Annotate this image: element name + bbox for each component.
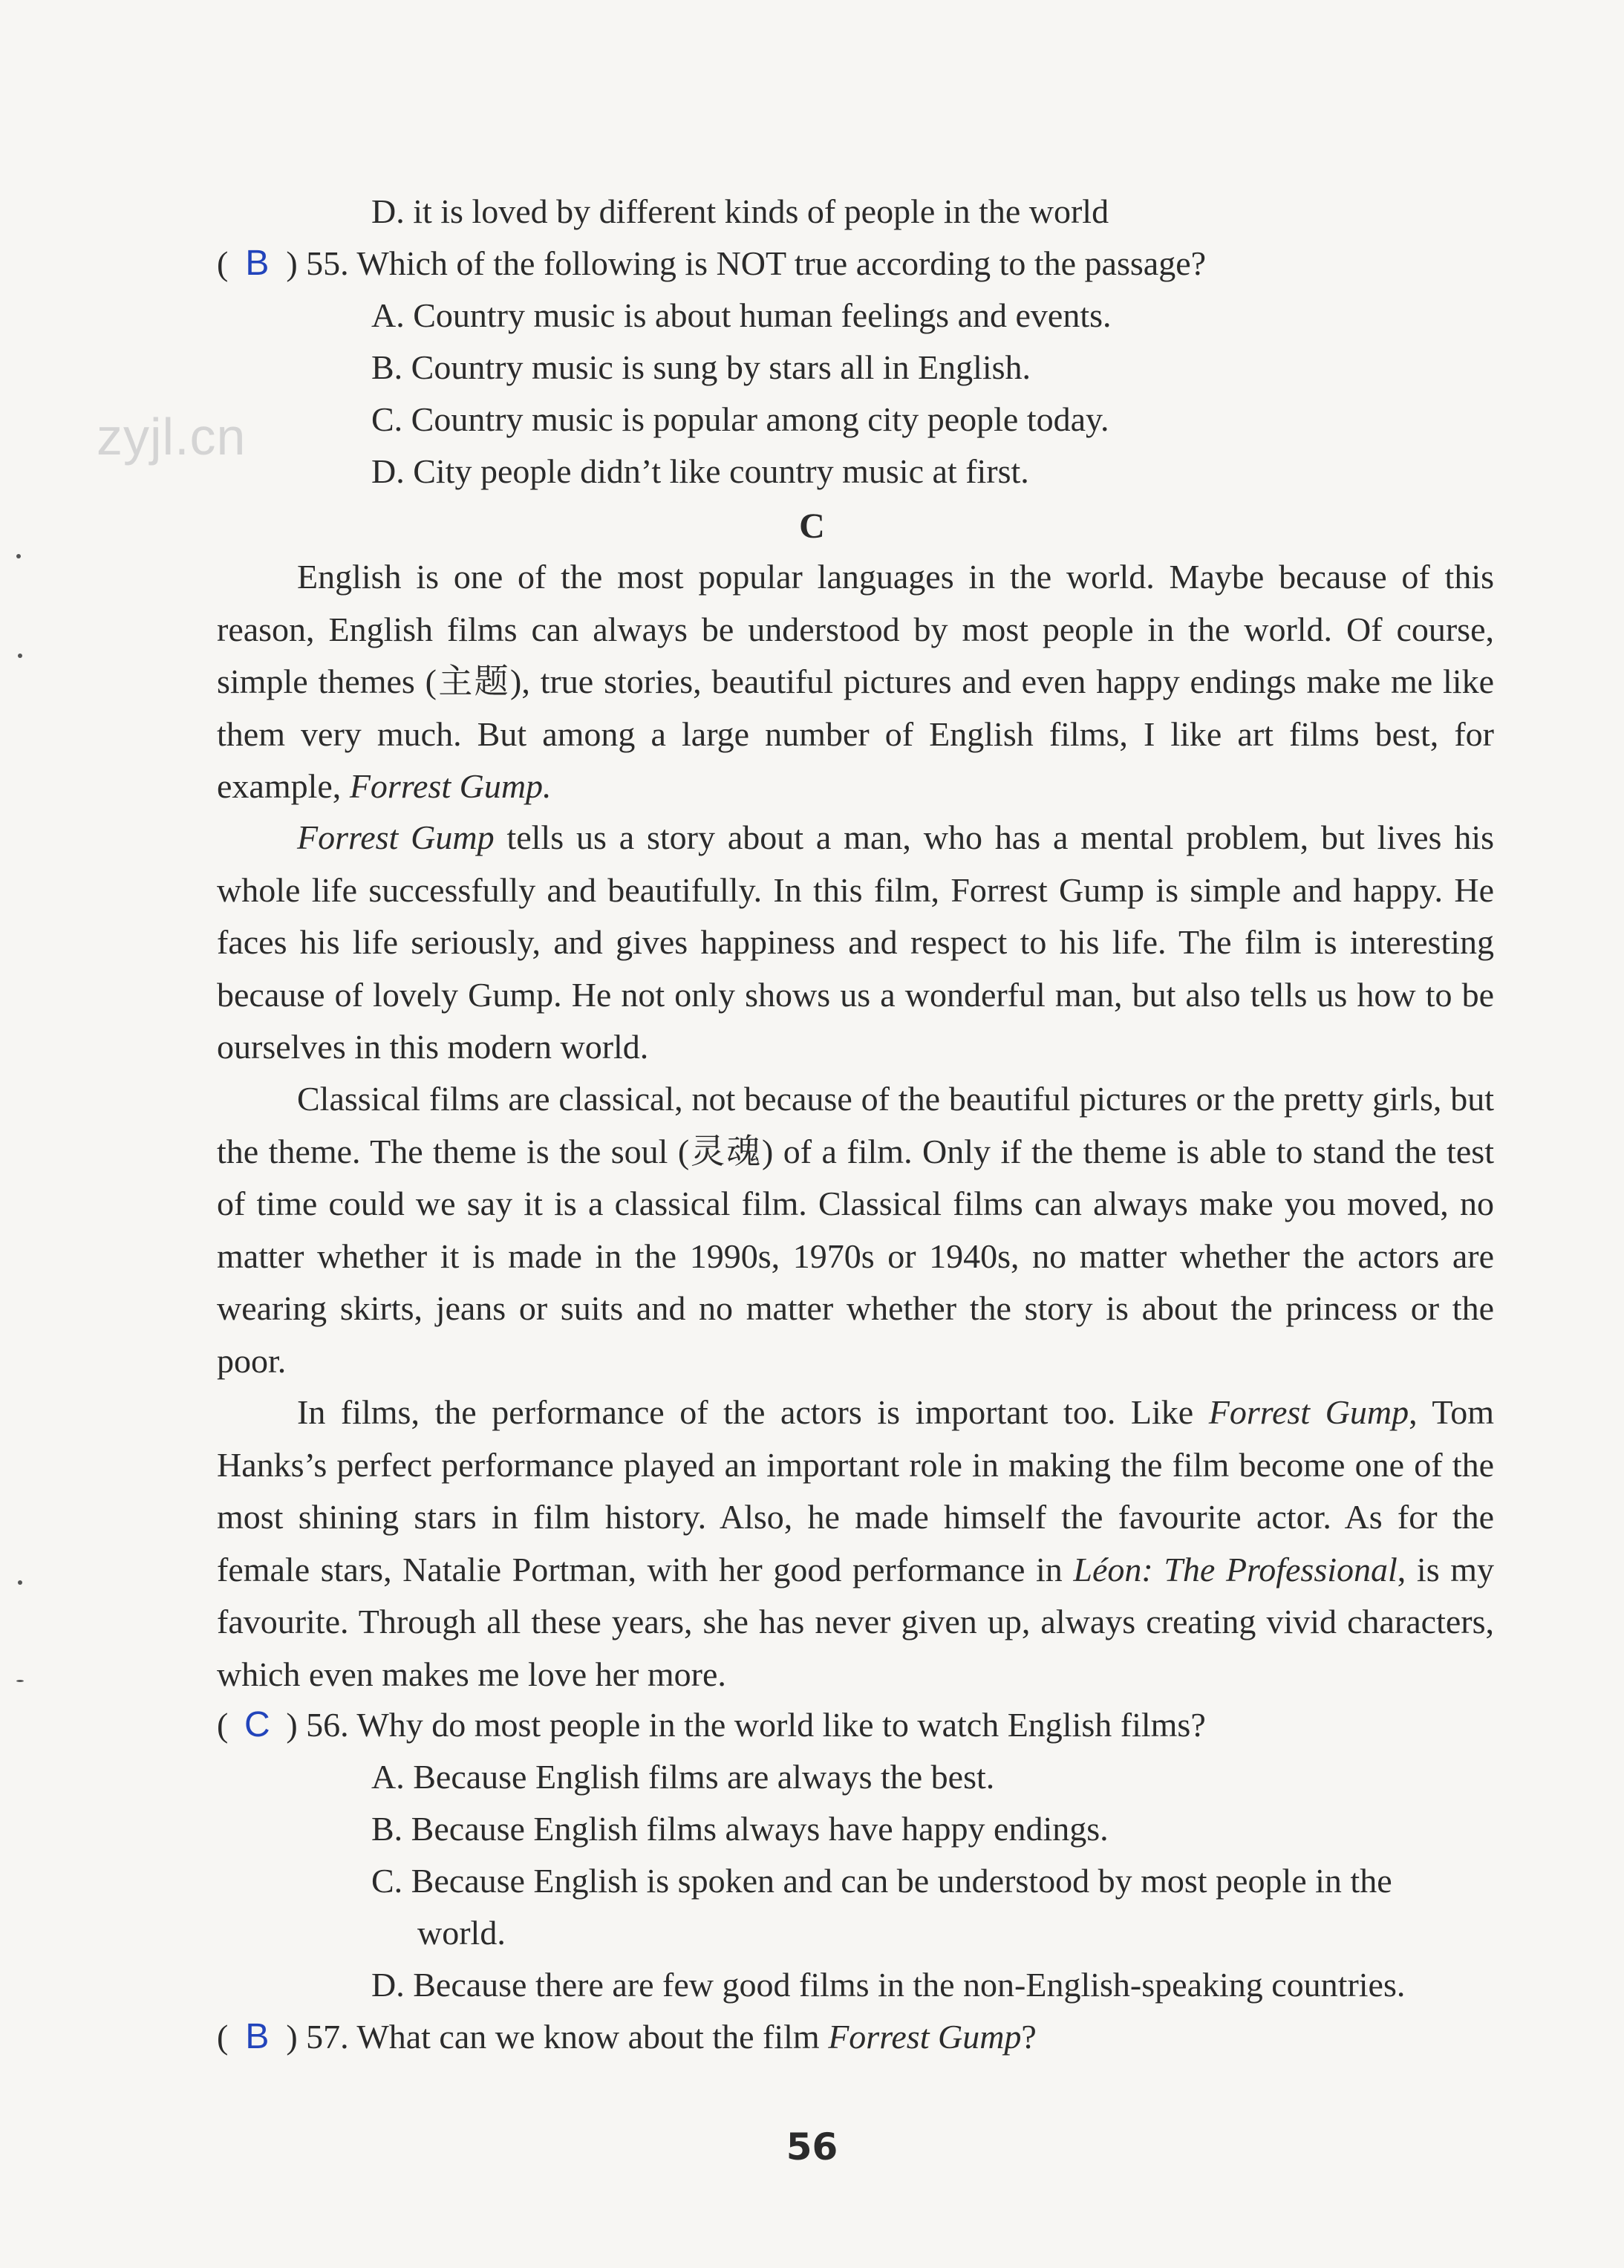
question-56: ( C ) 56. Why do most people in the world like to watch English films? xyxy=(217,1699,1206,1751)
q55-option-d: D. City people didn’t like country music at first. xyxy=(371,452,1029,490)
p1-text: English is one of the most popular languages in the world. Maybe because of this reason, English films can always be understood by most people in the world. Of course, simple themes (主题), true stories, beautiful pictures and even happy endings make me like them very much. But among a large number of English films, I like art films best, for example, xyxy=(217,558,1494,805)
q56-option-d: D. Because there are few good films in the non-English-speaking countries. xyxy=(371,1966,1406,2004)
film-title: Forrest Gump xyxy=(1208,1393,1409,1431)
film-title: Forrest Gump xyxy=(297,818,495,856)
film-title: Léon: The Professional xyxy=(1073,1550,1398,1588)
p2-text: tells us a story about a man, who has a mental problem, but lives his whole life successfully and beautifully. In this film, Forrest Gump is simple and happy. He faces his life seriously, and gives happiness and respect to his life. The film is interesting because of lovely Gump. He not only shows us a wonderful man, but also tells us how to be ourselves in this modern world. xyxy=(217,818,1494,1066)
question-55: ( B ) 55. Which of the following is NOT true according to the passage? xyxy=(217,238,1206,290)
question-56-stem: ) 56. Why do most people in the world like to watch English films? xyxy=(286,1706,1206,1744)
margin-mark xyxy=(16,1680,24,1682)
margin-mark xyxy=(18,654,22,658)
q55-option-a: A. Country music is about human feelings and events. xyxy=(371,296,1112,334)
margin-mark xyxy=(18,1580,22,1585)
q55-option-c: C. Country music is popular among city people today. xyxy=(371,400,1109,438)
film-title: Forrest Gump xyxy=(828,2018,1022,2056)
question-57: ( B ) 57. What can we know about the film Forrest Gump? xyxy=(217,2011,1037,2063)
margin-mark xyxy=(16,554,21,558)
watermark: zyjl.cn xyxy=(97,408,247,466)
passage-paragraph-2 xyxy=(217,812,1494,1074)
p4-text-b: , Tom Hanks’s perfect performance played an important role in making the film become one of the most shining stars in film history. Also, he made himself the favourite actor. As for the female stars, Natalie Portman, with her good performance in xyxy=(217,1393,1494,1588)
p4-text-a: In films, the performance of the actors is important too. Like xyxy=(297,1393,1209,1431)
passage-paragraph-3 xyxy=(217,1073,1494,1387)
q56-option-a: A. Because English films are always the best. xyxy=(371,1758,995,1796)
section-heading: C xyxy=(799,506,825,546)
answer-56: C xyxy=(244,1705,270,1744)
passage-paragraph-1 xyxy=(217,551,1494,813)
q54-option-d: D. it is loved by different kinds of people in the world xyxy=(371,192,1109,230)
q56-option-c: C. Because English is spoken and can be understood by most people in the xyxy=(371,1862,1392,1900)
film-title: Forrest Gump. xyxy=(349,767,552,805)
q55-option-b: B. Country music is sung by stars all in English. xyxy=(371,348,1031,386)
p3-text: Classical films are classical, not because of the beautiful pictures or the pretty girls, but the theme. The theme is the soul (灵魂) of a film. Only if the theme is able to stand the test of time could we say it is a classical film. Classical films can always make you moved, no matter whether it is made in the 1990s, 1970s or 1940s, no matter whether the actors are wearing skirts, jeans or suits and no matter whether the story is about the princess or the poor. xyxy=(217,1080,1494,1380)
q56-option-c-cont: world. xyxy=(417,1914,506,1952)
question-55-stem: ) 55. Which of the following is NOT true according to the passage? xyxy=(286,244,1207,282)
q56-option-b: B. Because English films always have happy endings. xyxy=(371,1810,1109,1848)
passage-paragraph-4 xyxy=(217,1386,1494,1701)
p4-text-c: , is my favourite. Through all these years, she has never given up, always creating vivid characters, which even makes me love her more. xyxy=(217,1550,1494,1693)
question-57-stem: ) 57. What can we know about the film xyxy=(286,2018,829,2056)
question-57-end: ? xyxy=(1021,2018,1037,2056)
page-number: 56 xyxy=(786,2125,838,2168)
answer-55: B xyxy=(245,244,270,283)
answer-57: B xyxy=(245,2017,270,2056)
